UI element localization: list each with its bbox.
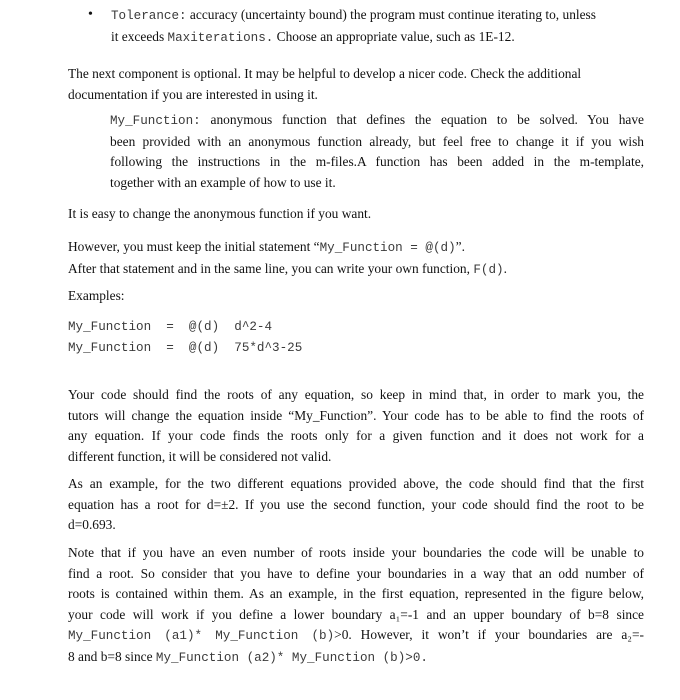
example-line-3: d=0.693.: [68, 517, 116, 532]
my-function-paragraph: [110, 110, 644, 193]
note-line-4: your code will work if you define a lower boundary a₁=-1 and an upper boundary of b=8 since: [68, 606, 644, 622]
example-line-2: equation has a root for d=±2. If you use the second function, your code should find the root to be: [68, 496, 644, 512]
note-line-6-code: My_Function (a2)* My_Function (b): [155, 650, 406, 665]
bullet-dot-icon: •: [88, 7, 93, 22]
tolerance-text: [111, 5, 641, 48]
note-line-2: find a root. So consider that you have to define your boundaries in a way that an odd number of: [68, 565, 644, 581]
note-line-3: roots is contained within them. As an example, in the first equation, represented in the figure below,: [68, 586, 644, 601]
my-function-term: My_Function:: [110, 114, 201, 128]
my-function-line-4: together with an example of how to use it.: [110, 174, 336, 190]
keep-statement-line-2-code: F(d): [473, 262, 504, 277]
note-line-5-code: My_Function (a1)* My_Function (b): [68, 629, 335, 643]
optional-line-2: documentation if you are interested in using it.: [68, 86, 318, 102]
roots-line-3: any equation. If your code finds the roots only for a given function and it does not work for a: [68, 428, 644, 443]
example-paragraph: [68, 474, 644, 536]
note-line-5-text: >0. However, it won’t if your boundaries are a₂=-: [334, 627, 644, 642]
my-function-line-2: been provided with an anonymous function already, but feel free to change it if you wish: [110, 133, 644, 149]
tolerance-line-2b: Choose an appropriate value, such as 1E-12.: [273, 28, 515, 44]
note-line-6-end: >0.: [405, 650, 428, 665]
optional-paragraph: [68, 64, 644, 105]
tolerance-line-1: accuracy (uncertainty bound) the program must continue iterating to, unless: [186, 7, 596, 22]
code-example-2: My_Function = @(d) 75*d^3-25: [68, 340, 303, 355]
roots-paragraph: [68, 385, 644, 467]
easy-change-text: It is easy to change the anonymous function if you want.: [68, 206, 372, 221]
roots-line-2: tutors will change the equation inside “My_Function”. Your code has to be able to find the roots of: [68, 407, 644, 423]
note-line-6-text: 8 and b=8 since: [68, 648, 156, 664]
tolerance-line-2a: it exceeds: [111, 28, 168, 44]
keep-statement-post: ”.: [455, 239, 465, 254]
keep-statement-paragraph: [68, 237, 644, 280]
example-line-1: As an example, for the two different equations provided above, the code should find that the first: [68, 476, 644, 491]
roots-line-4: different function, it will be considered not valid.: [68, 448, 332, 464]
code-examples: [68, 317, 644, 358]
keep-statement-line-2a: After that statement and in the same line, you can write your own function,: [68, 260, 474, 276]
easy-change-paragraph: [68, 204, 644, 225]
optional-line-1: The next component is optional. It may be helpful to develop a nicer code. Check the additional: [68, 66, 582, 81]
examples-label: Examples:: [68, 288, 125, 303]
keep-statement-pre: However, you must keep the initial statement “: [68, 239, 320, 254]
keep-statement-code: My_Function = @(d): [319, 241, 456, 255]
tolerance-term: Tolerance:: [111, 9, 187, 23]
code-example-1: My_Function = @(d) d^2-4: [68, 320, 273, 334]
roots-line-1: Your code should find the roots of any equation, so keep in mind that, in order to mark you, the: [68, 387, 644, 402]
examples-label-block: [68, 286, 644, 307]
keep-statement-line-2b: .: [503, 260, 507, 276]
my-function-line-1: anonymous function that defines the equation to be solved. You have: [200, 112, 644, 127]
maxiterations-term: Maxiterations.: [167, 30, 274, 45]
my-function-line-3: following the instructions in the m-files.A function has been added in the m-template,: [110, 154, 644, 169]
note-paragraph: [68, 543, 644, 668]
note-line-1: Note that if you have an even number of roots inside your boundaries the code will be unable to: [68, 545, 644, 560]
